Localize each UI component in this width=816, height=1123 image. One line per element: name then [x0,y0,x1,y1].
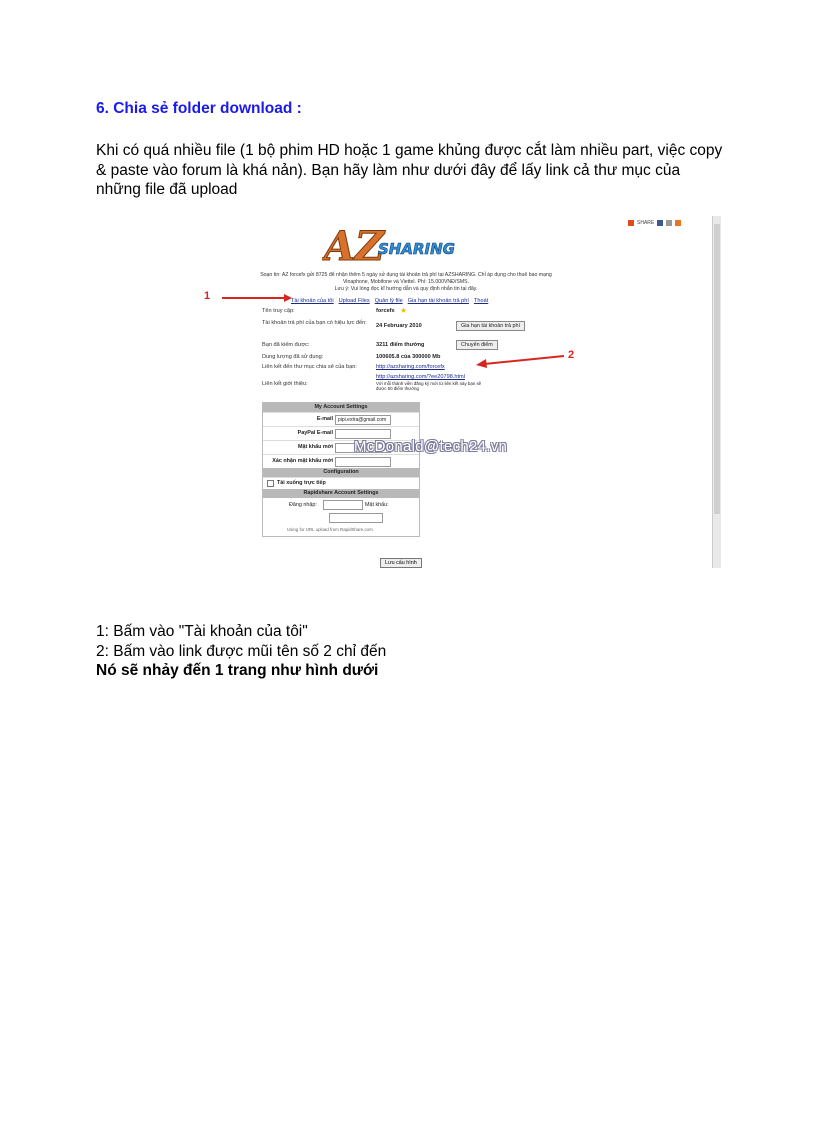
step-1: 1: Bấm vào "Tài khoản của tôi" [96,623,308,640]
watermark: McDonald@tech24.vn [354,438,508,455]
marker-2: 2 [568,349,575,361]
extend-button[interactable]: Gia hạn tài khoản trả phí [456,321,525,331]
rs-login-label: Đăng nhập: [289,502,317,508]
direct-download-checkbox[interactable] [267,480,274,487]
nav-logout[interactable]: Thoát [473,298,489,304]
points-value: 3211 điểm thưởng [376,342,425,348]
nav-manage-files[interactable]: Quản lý file [374,298,403,304]
nav-my-account[interactable]: Tài khoản của tôi [291,298,334,304]
rss-icon [675,220,681,226]
save-settings-button[interactable]: Lưu cấu hình [380,558,422,568]
share-label[interactable]: SHARE [637,220,655,226]
share-bar [628,220,681,226]
sms-notice: Soạn tin: AZ forcefx gửi 8725 để nhận thêm 5 ngày sử dụng tài khoản trả phí tại AZSHARING. Chỉ áp dụng cho thuê bao mạng Vinaphone, Mobifone và Viettel. Phí: 15.000VNĐ/SMS. Lưu ý: Vui lòng đọc kĩ hướng dẫn và quy định nhắn tin tại đây. [260,272,552,292]
username-label: Tên truy cập: [262,308,295,314]
rs-login-field[interactable] [323,500,363,510]
result-note: Nó sẽ nhảy đến 1 trang như hình dưới [96,662,379,679]
email-label: E-mail [316,416,333,422]
paid-label: Tài khoản trả phí của bạn có hiệu lực đến: [262,320,367,326]
instructions [96,622,386,681]
section-heading: 6. Chia sẻ folder download : [96,100,302,117]
direct-download-label: Tải xuống trực tiếp [277,480,326,486]
scrollbar[interactable] [712,216,721,568]
rs-password-field[interactable] [329,513,383,523]
share-icon [628,220,634,226]
account-settings-panel [262,402,420,537]
paid-value: 24 February 2010 [376,323,422,329]
config-title: Configuration [263,468,419,477]
social-icon [666,220,672,226]
star-icon: ★ [400,306,408,315]
nav-upload-files[interactable]: Upload Files [338,298,370,304]
points-label: Bạn đã kiếm được: [262,342,310,348]
confirm-password-field[interactable] [335,457,391,467]
folder-label: Liên kết đến thư mục chia sẻ của bạn: [262,364,357,370]
svg-text:SHARING: SHARING [378,240,455,258]
rapidshare-title: Rapidshare Account Settings [263,489,419,498]
new-password-label: Mật khẩu mới [298,444,333,450]
paypal-label: PayPal E-mail [297,430,333,436]
nav-extend-account[interactable]: Gia hạn tài khoản trả phí [407,298,469,304]
azsharing-logo [322,222,482,270]
storage-value: 100605.8 của 300000 Mb [376,354,441,360]
rs-password-label: Mật khẩu: [365,502,389,508]
arrow-2-icon [476,354,566,368]
settings-title: My Account Settings [263,403,419,412]
folder-link[interactable]: http://azsharing.com/forcefx [376,364,445,370]
account-nav [291,298,488,304]
storage-label: Dung lượng đã sử dụng: [262,354,324,360]
social-icon [657,220,663,226]
referral-link[interactable]: http://azsharing.com/?ee20798.html [376,374,465,380]
step-2: 2: Bấm vào link được mũi tên số 2 chỉ đến [96,642,387,660]
referral-label: Liên kết giới thiệu: [262,381,308,387]
referral-note: Với mỗi thành viên đăng ký mới từ liên kết này bạn sẽ được 50 điểm thưởng [376,381,482,391]
transfer-points-button[interactable]: Chuyển điểm [456,340,498,350]
confirm-password-label: Xác nhận mật khẩu mới [272,458,333,464]
email-field[interactable]: pipi.extra@gmail.com [335,415,391,425]
marker-1: 1 [204,290,211,302]
arrow-1-icon [222,293,292,303]
rs-note: Using for URL upload from RapidShare.com [287,527,373,532]
username-value: forcefx [376,308,395,314]
svg-text:AZ: AZ [324,223,385,270]
embedded-screenshot [96,216,721,568]
intro-paragraph: Khi có quá nhiều file (1 bộ phim HD hoặc 1 game khủng được cắt làm nhiều part, việc copy & paste vào forum là khá nản). Bạn hãy làm như dưới đây để lấy link cả thư mục của những file đã upload [96,142,723,198]
